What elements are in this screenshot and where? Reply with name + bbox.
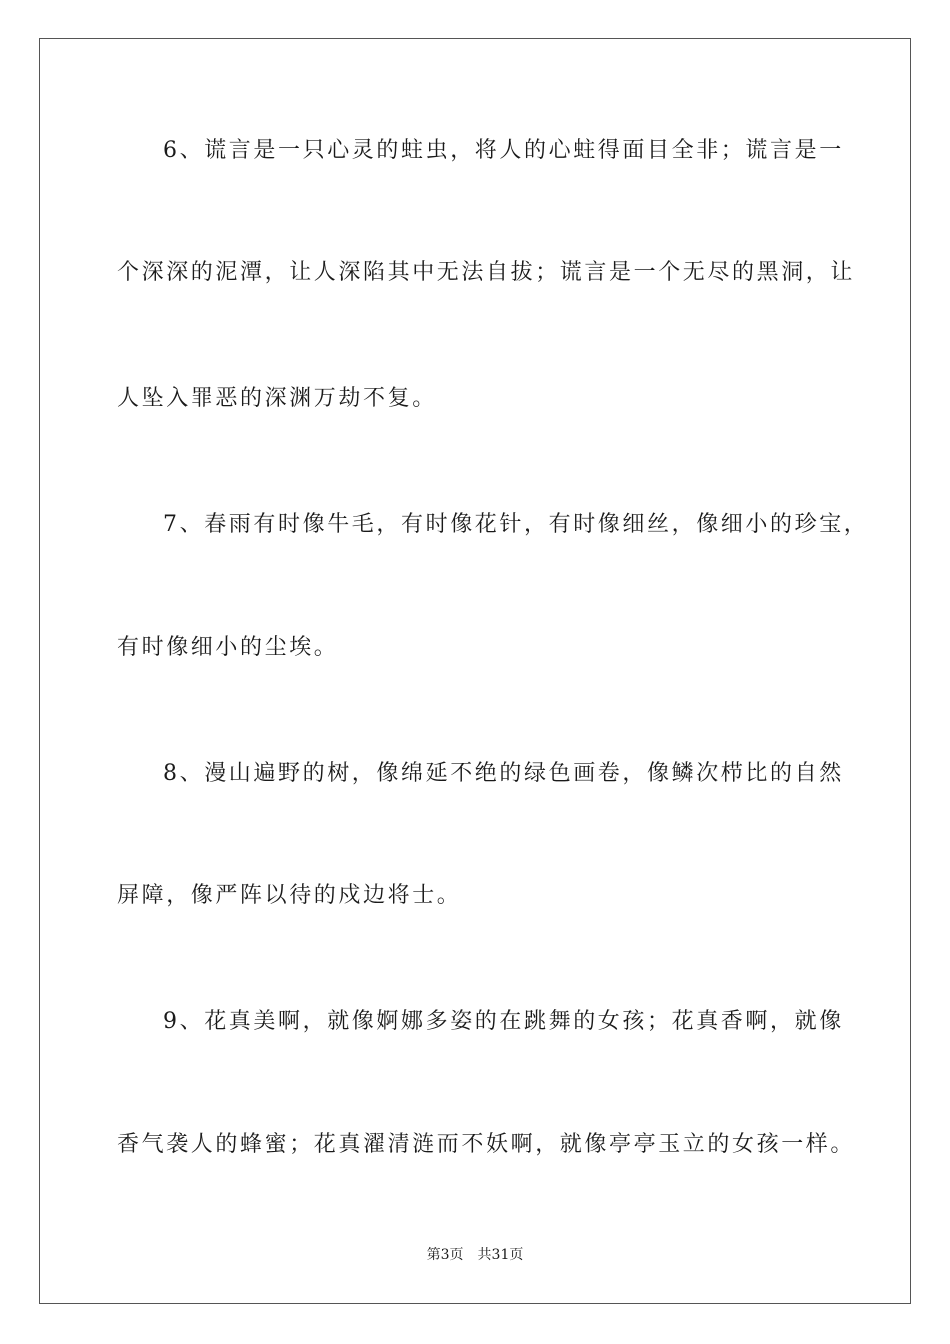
paragraph-8-line-1: 8、漫山遍野的树，像绵延不绝的绿色画卷，像鳞次栉比的自然 <box>163 761 844 786</box>
paragraph-6-line-3: 人坠入罪恶的深渊万劫不复。 <box>117 386 437 411</box>
paragraph-9-line-1: 9、花真美啊，就像婀娜多姿的在跳舞的女孩；花真香啊，就像 <box>163 1009 844 1034</box>
paragraph-6-line-2: 个深深的泥潭，让人深陷其中无法自拔；谎言是一个无尽的黑洞，让 <box>117 260 856 285</box>
paragraph-9-line-2: 香气袭人的蜂蜜；花真濯清涟而不妖啊，就像亭亭玉立的女孩一样。 <box>117 1132 856 1157</box>
paragraph-8-line-2: 屏障，像严阵以待的戍边将士。 <box>117 883 462 908</box>
page-footer <box>0 1245 950 1265</box>
paragraph-7-line-1: 7、春雨有时像牛毛，有时像花针，有时像细丝，像细小的珍宝， <box>163 512 869 537</box>
total-pages: 共31页 <box>477 1247 524 1263</box>
paragraph-6-line-1: 6、谎言是一只心灵的蛀虫，将人的心蛀得面目全非；谎言是一 <box>163 138 844 163</box>
page-number: 第3页 <box>426 1247 464 1263</box>
paragraph-7-line-2: 有时像细小的尘埃。 <box>117 635 339 660</box>
page-border <box>39 38 911 1304</box>
